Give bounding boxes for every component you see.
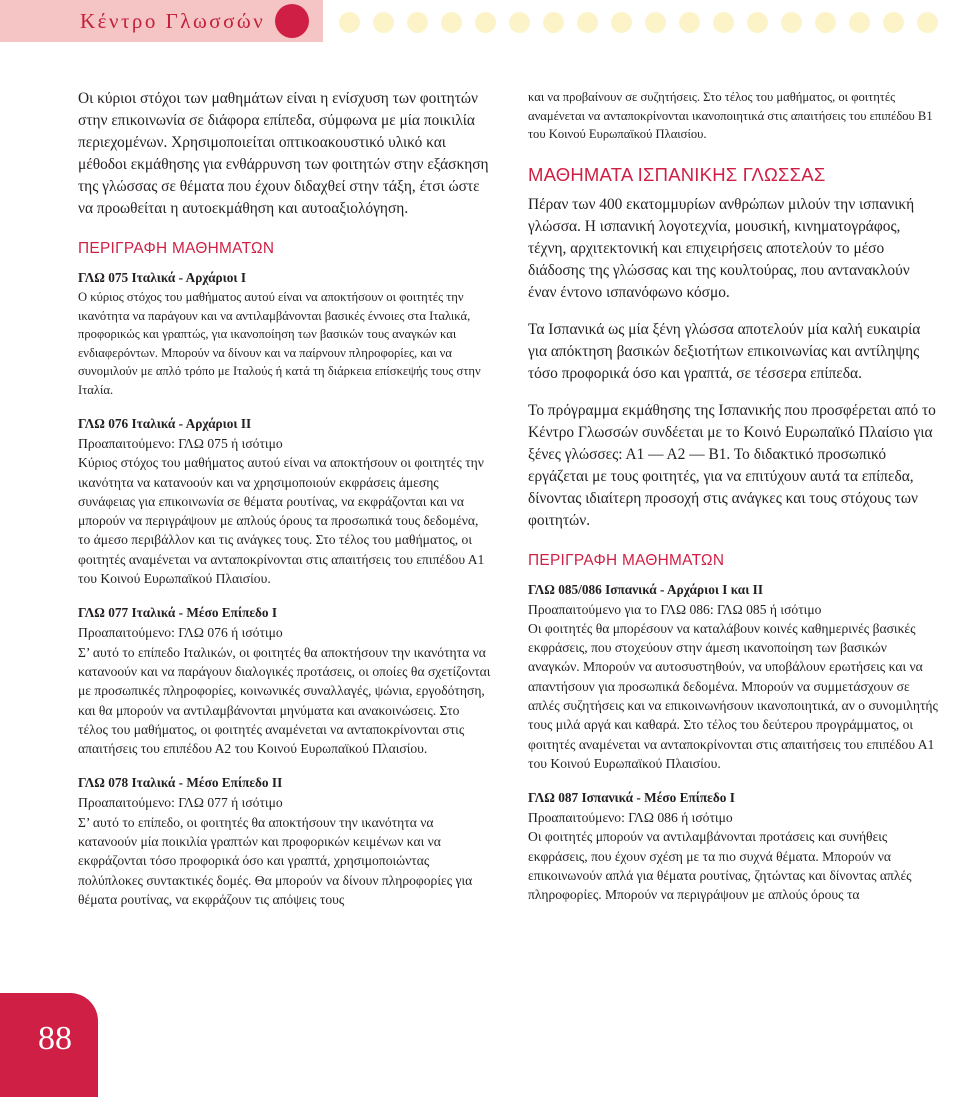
spanish-skills-paragraph: Τα Ισπανικά ως μία ξένη γλώσσα αποτελούν μία καλή ευκαιρία για απόκτηση βασικών δεξιοτήτων επικοινωνίας και αντίληψης τόσο προφορικά όσο και γραπτά, σε τέσσερα επίπεδα. <box>528 320 921 382</box>
decorative-dot <box>373 12 394 33</box>
course-description: Σ’ αυτό το επίπεδο, οι φοιτητές θα αποκτήσουν την ικανότητα να κατανοούν μία ποικιλία γραπτών και προφορικών κειμένων και να εκφράζονται τόσο προφορικά όσο και γραπτά, χρησιμοποιώντας πολύπλοκες συντακτικές δομές. Θα μπορούν να δίνουν πληροφορίες για θέματα ρουτίνας, να εκφράζουν τις απόψεις τους <box>78 814 473 907</box>
decorative-dot <box>883 12 904 33</box>
course-prerequisite: Προαπαιτούμενο για το ΓΛΩ 086: ΓΛΩ 085 ή ισότιμο <box>528 601 822 617</box>
decorative-dot <box>917 12 938 33</box>
course-ita076 <box>78 414 492 588</box>
decorative-dot <box>849 12 870 33</box>
decorative-dot <box>815 12 836 33</box>
course-ita075 <box>78 268 492 399</box>
course-descriptions-heading: ΠΕΡΙΓΡΑΦΗ ΜΑΘΗΜΑΤΩΝ <box>78 240 275 257</box>
decorative-dot <box>543 12 564 33</box>
spanish-programme-paragraph: Το πρόγραμμα εκμάθησης της Ισπανικής που προσφέρεται από το Κέντρο Γλωσσών συνδέεται με το Κοινό Ευρωπαϊκό Πλαίσιο για ξένες γλώσσες: Α1 — Α2 — Β1. Το διδακτικό προσωπικό εργάζεται με τους φοιτητές, για να επιτύχουν αυτά τα επίπεδα, δίνοντας ιδιαίτερη προσοχή στις ανάγκες και τους στόχους των φοιτητών. <box>528 401 936 529</box>
course-title: ΓΛΩ 085/086 Ισπανικά - Αρχάριοι Ι και ΙΙ <box>528 581 764 597</box>
course-descriptions-heading: ΠΕΡΙΓΡΑΦΗ ΜΑΘΗΜΑΤΩΝ <box>528 551 725 569</box>
page-number: 88 <box>38 1020 72 1057</box>
header-accent-dot <box>275 4 309 38</box>
decorative-dot <box>645 12 666 33</box>
course-title: ΓΛΩ 077 Ιταλικά - Μέσο Επίπεδο Ι <box>78 605 278 621</box>
course-prerequisite: Προαπαιτούμενο: ΓΛΩ 075 ή ισότιμο <box>78 436 283 451</box>
course-description: Ο κύριος στόχος του μαθήματος αυτού είναι να αποκτήσουν οι φοιτητές την ικανότητα να παράγουν και να αντιλαμβάνονται βασικές έννοιες στα Ιταλικά, προφορικώς και γραπτώς, για ικανοποίηση των βασικών τους αναγκών και ενδιαφερόντων. Μπορούν να δίνουν και να παίρνουν πληροφορίες, και να συνομιλούν με απλό τρόπο με Ιταλούς ή κατά τη διάρκεια επίσκεψής τους στην Ιταλία. <box>78 290 481 397</box>
course-spa085 <box>528 580 938 774</box>
decorative-dot <box>577 12 598 33</box>
left-column <box>78 88 492 909</box>
decorative-dot <box>781 12 802 33</box>
course-title: ΓΛΩ 076 Ιταλικά - Αρχάριοι ΙΙ <box>78 416 252 431</box>
course-description: Κύριος στόχος του μαθήματος αυτού είναι να αποκτήσουν οι φοιτητές την ικανότητα να κατανοούν και να χρησιμοποιούν εκφράσεις άμεσης συνάφειας για επικοινωνία σε θέματα ρουτίνας, να εκφράζονται και να μπορούν να περιγράψουν με απλούς όρους τα προσωπικά τους δεδομένα, το άμεσο περιβάλλον και τις ανάγκες τους. Στο τέλος του μαθήματος, οι φοιτητές αναμένεται να ανταποκρίνονται στις απαιτήσεις του επιπέδου Α1 του Κοινού Ευρωπαϊκού Πλαισίου. <box>78 455 485 587</box>
decorative-dot <box>475 12 496 33</box>
course-title: ΓΛΩ 075 Ιταλικά - Αρχάριοι Ι <box>78 270 247 285</box>
section-title: Κέντρο Γλωσσών <box>80 9 266 33</box>
spanish-courses-heading: ΜΑΘΗΜΑΤΑ ΙΣΠΑΝΙΚΗΣ ΓΛΩΣΣΑΣ <box>528 163 826 185</box>
decorative-dot <box>407 12 428 33</box>
decorative-dot <box>747 12 768 33</box>
course-spa087 <box>528 788 938 904</box>
decorative-dot <box>713 12 734 33</box>
course-description: Οι φοιτητές θα μπορέσουν να καταλάβουν κοινές καθημερινές βασικές εκφράσεις, που στοχεύουν στην άμεση ικανοποίηση των βασικών αναγκών. Μπορούν να αυτοσυστηθούν, να υποβάλουν ερωτήσεις και να απαντήσουν για προσωπικά δεδομένα. Μπορούν να συμμετάσχουν σε απλές συζητήσεις και να επικοινωνήσουν ικανοποιητικά, αν ο συνομιλητής τους μιλά αργά και καθαρά. Στο τέλος του δεύτερου προγράμματος, οι φοιτητές αναμένεται να ανταποκρίνονται στις απαιτήσεις του επιπέδου Α1 του Κοινού Ευρωπαϊκού Πλαισίου. <box>528 620 938 771</box>
decorative-dot <box>441 12 462 33</box>
decorative-dot <box>339 12 360 33</box>
course-ita078 <box>78 773 492 909</box>
decorative-dot <box>509 12 530 33</box>
spanish-intro-paragraph: Πέραν των 400 εκατομμυρίων ανθρώπων μιλούν την ισπανική γλώσσα. Η ισπανική λογοτεχνία, μουσική, κινηματογράφος, τέχνη, αρχιτεκτονική και επιχειρήσεις αποτελούν το μέσο διάδοσης της γλώσσας και της κουλτούρας, που αντανακλούν έναν έντονο ισπανόφωνο κόσμο. <box>528 195 915 301</box>
course-description: Σ’ αυτό το επίπεδο Ιταλικών, οι φοιτητές θα αποκτήσουν την ικανότητα να κατανοούν και να παράγουν διαλογικές προτάσεις, οι οποίες θα σχετίζονται με προσωπικές πληροφορίες, κοινωνικές συναλλαγές, ψώνια, εργοδότηση, και θα μπορούν να αντιλαμβάνονται μηνύματα και ανακοινώσεις. Στο τέλος του μαθήματος, οι φοιτητές αναμένεται να ανταποκρίνονται στις απαιτήσεις του επιπέδου Α2 του Κοινού Ευρωπαϊκού Πλαισίου. <box>78 644 491 757</box>
course-ita077 <box>78 603 492 758</box>
right-column <box>528 88 938 905</box>
intro-paragraph: Οι κύριοι στόχοι των μαθημάτων είναι η ενίσχυση των φοιτητών στην επικοινωνία σε διάφορα επίπεδα, σύμφωνα με μία ποικιλία περιεχομένων. Χρησιμοποιείται οπτικοακουστικό υλικό και μέθοδοι εκμάθησης για ενθάρρυνση των φοιτητών στην εξάσκηση της γλώσσας σε θέματα που έχουν διδαχθεί στην τάξη, έτσι ώστε να προωθείται η αυτοεκμάθηση και αυτοαξιολόγηση. <box>78 90 489 217</box>
decorative-dot <box>611 12 632 33</box>
course-title: ΓΛΩ 078 Ιταλικά - Μέσο Επίπεδο ΙΙ <box>78 775 283 791</box>
course-prerequisite: Προαπαιτούμενο: ΓΛΩ 077 ή ισότιμο <box>78 795 283 811</box>
course-title: ΓΛΩ 087 Ισπανικά - Μέσο Επίπεδο Ι <box>528 790 735 806</box>
continuation-paragraph: και να προβαίνουν σε συζητήσεις. Στο τέλος του μαθήματος, οι φοιτητές αναμένεται να ανταποκρίνονται ικανοποιητικά στις απαιτήσεις του επιπέδου Β1 του Κοινού Ευρωπαϊκού Πλαισίου. <box>528 90 933 141</box>
course-description: Οι φοιτητές μπορούν να αντιλαμβάνονται προτάσεις και συνήθεις εκφράσεις, που έχουν σχέση με τα πιο συχνά θέματα. Μπορούν να επικοινωνούν απλά για θέματα ρουτίνας, ζητώντας και δίνοντας απλές πληροφορίες. Μπορούν να περιγράψουν με απλούς όρους τα <box>528 829 912 903</box>
course-prerequisite: Προαπαιτούμενο: ΓΛΩ 086 ή ισότιμο <box>528 810 733 826</box>
decorative-dot <box>679 12 700 33</box>
course-prerequisite: Προαπαιτούμενο: ΓΛΩ 076 ή ισότιμο <box>78 625 283 641</box>
